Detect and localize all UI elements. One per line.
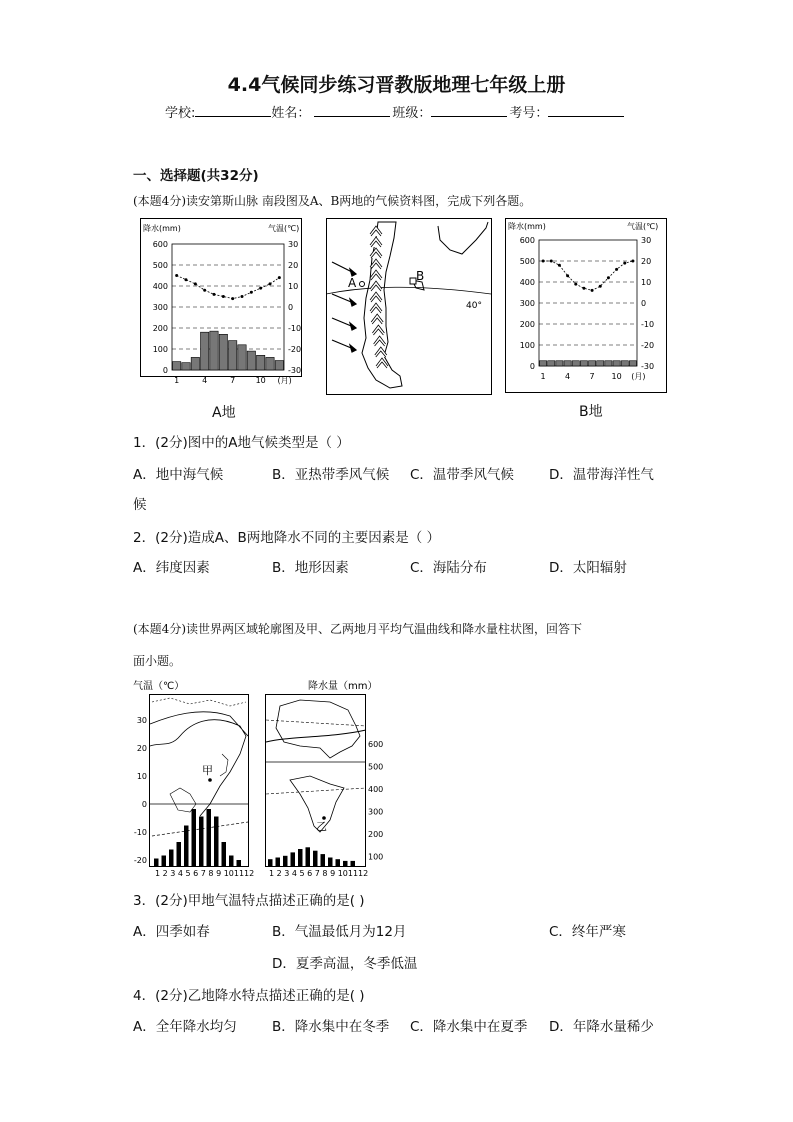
temp-point — [607, 276, 610, 279]
chart-a-ylabel-left: 降水(mm) — [143, 224, 181, 233]
question-3: 3．(2分)甲地气温特点描述正确的是( ) — [133, 893, 365, 909]
section-heading: 一、选择题(共32分) — [133, 168, 259, 184]
climate-chart-a — [140, 218, 302, 396]
regional-climate-figure — [130, 676, 392, 878]
temp-point — [278, 276, 281, 279]
right-tick: -10 — [288, 324, 302, 333]
precip-bar-jia — [229, 856, 234, 867]
temp-tick: 10 — [136, 772, 147, 781]
precip-bar — [173, 362, 181, 370]
temp-point — [203, 289, 206, 292]
precip-tick: 600 — [368, 740, 384, 749]
x-tick: 4 — [202, 376, 208, 385]
temp-point — [615, 268, 618, 271]
temp-point — [591, 289, 594, 292]
temp-point — [566, 274, 569, 277]
temp-point — [542, 260, 545, 263]
chart-b-ylabel-right: 气温(℃) — [627, 222, 659, 231]
left-tick: 100 — [152, 345, 168, 354]
right-tick: -20 — [641, 341, 655, 350]
precip-bar — [564, 361, 571, 366]
precip-bar — [219, 334, 227, 370]
q4-option-b[interactable]: B．降水集中在冬季 — [272, 1019, 390, 1035]
right-tick: -30 — [641, 362, 655, 371]
left-tick: 400 — [152, 282, 168, 291]
precip-bar-jia — [192, 809, 197, 866]
right-tick: 0 — [288, 303, 294, 312]
q3-option-b[interactable]: B．气温最低月为12月 — [272, 924, 407, 940]
page-title: 4.4气候同步练习晋教版地理七年级上册 — [227, 74, 566, 96]
q3-option-d[interactable]: D．夏季高温，冬季低温 — [272, 956, 418, 972]
class-field[interactable] — [431, 102, 507, 117]
precip-bar — [580, 361, 587, 366]
precip-bar — [597, 361, 604, 366]
precip-tick: 300 — [368, 807, 384, 817]
precip-bar-jia — [237, 860, 242, 866]
left-tick: 300 — [152, 303, 168, 312]
q1-option-b[interactable]: B．亚热带季风气候 — [272, 467, 390, 483]
right-tick: 20 — [641, 257, 652, 266]
chart-b-ylabel-left: 降水(mm) — [508, 222, 546, 231]
q2-option-a[interactable]: A．纬度因素 — [133, 560, 210, 576]
precip-bar — [275, 361, 283, 370]
months-right: 1 2 3 4 5 6 7 8 9 101112 — [269, 869, 369, 878]
precip-bar-yi — [328, 858, 333, 867]
temp-point — [558, 264, 561, 267]
precip-bar — [266, 357, 274, 370]
chart-a-caption: A地 — [212, 405, 236, 421]
q4-option-c[interactable]: C．降水集中在夏季 — [410, 1019, 528, 1035]
right-tick: 0 — [641, 299, 647, 308]
x-tick: 10 — [255, 376, 266, 385]
precip-bar-jia — [169, 850, 174, 867]
precip-bar — [613, 361, 620, 366]
precip-bar-jia — [207, 809, 212, 866]
precip-bar-yi — [343, 861, 348, 866]
left-tick: 500 — [519, 257, 535, 266]
exam-no-label: 考号： — [509, 106, 549, 121]
precip-bar-yi — [268, 859, 273, 866]
temp-tick: 0 — [141, 800, 147, 809]
temp-point — [631, 260, 634, 263]
precip-bar-jia — [222, 842, 227, 866]
label-jia: 甲 — [202, 764, 213, 777]
right-tick: -20 — [288, 345, 302, 354]
chart-a-ylabel-right: 气温(℃) — [268, 224, 300, 233]
q2-option-d[interactable]: D．太阳辐射 — [549, 560, 627, 576]
temp-point — [574, 283, 577, 286]
student-info-line — [165, 102, 624, 121]
x-tick: 1 — [540, 372, 546, 381]
exam-no-field[interactable] — [548, 102, 624, 117]
group2-intro-line1: (本题4分)读世界两区域轮廓图及甲、乙两地月平均气温曲线和降水量柱状图，回答下 — [133, 622, 583, 636]
months-left: 1 2 3 4 5 6 7 8 9 101112 — [155, 869, 255, 878]
precip-bar — [201, 332, 209, 370]
temp-tick: 30 — [136, 716, 147, 725]
precip-axis-label: 降水量（mm） — [308, 681, 378, 692]
precip-bar — [548, 361, 555, 366]
andes-map — [326, 218, 492, 396]
group1-intro: (本题4分)读安第斯山脉 南段图及A、B两地的气候资料图，完成下列各题。 — [133, 194, 532, 208]
question-4: 4．(2分)乙地降水特点描述正确的是( ) — [133, 988, 365, 1004]
right-tick: 20 — [288, 261, 299, 270]
left-tick: 600 — [152, 240, 168, 249]
q1-option-d-wrap: 候 — [133, 497, 147, 513]
temp-point — [175, 274, 178, 277]
q2-option-b[interactable]: B．地形因素 — [272, 560, 349, 576]
precip-bar — [629, 361, 636, 366]
precip-tick: 200 — [368, 830, 384, 839]
temp-point — [185, 278, 188, 281]
temp-point — [550, 260, 553, 263]
temp-point — [582, 287, 585, 290]
precip-bar — [238, 345, 246, 370]
precip-tick: 400 — [368, 785, 384, 794]
question-2: 2．(2分)造成A、B两地降水不同的主要因素是（ ） — [133, 530, 440, 546]
precip-bar — [229, 341, 237, 370]
precip-bar-yi — [283, 856, 288, 866]
precip-bar — [556, 361, 563, 366]
right-tick: 10 — [641, 278, 652, 287]
right-tick: -10 — [641, 320, 655, 329]
temp-point — [259, 287, 262, 290]
temp-curve — [543, 261, 633, 290]
x-tick: 10 — [611, 372, 622, 381]
temp-point — [241, 295, 244, 298]
precip-bar-jia — [154, 859, 159, 867]
q1-option-a[interactable]: A．地中海气候 — [133, 467, 224, 483]
precip-bar-yi — [321, 854, 326, 866]
temp-point — [269, 282, 272, 285]
precip-bar-yi — [276, 858, 281, 867]
precip-bar — [182, 363, 190, 370]
precip-bar — [572, 361, 579, 366]
class-label: 班级： — [392, 106, 432, 121]
name-label: 姓名： — [271, 106, 311, 121]
temp-point — [623, 262, 626, 265]
precip-bar-yi — [298, 849, 303, 866]
temp-tick: 20 — [136, 744, 147, 753]
q3-option-a[interactable]: A．四季如春 — [133, 924, 210, 940]
precip-bar — [210, 331, 218, 370]
q4-option-d[interactable]: D．年降水量稀少 — [549, 1019, 654, 1035]
temp-curve — [177, 276, 280, 299]
precip-bar — [191, 357, 199, 370]
right-tick: 30 — [288, 240, 299, 249]
x-tick: 4 — [565, 372, 571, 381]
x-tick: 7 — [230, 376, 236, 385]
temp-tick: -20 — [133, 856, 147, 865]
question-1: 1．(2分)图中的A地气候类型是（ ） — [133, 435, 350, 451]
precip-bar-yi — [336, 859, 341, 866]
q1-option-c[interactable]: C．温带季风气候 — [410, 467, 514, 483]
temp-point — [250, 291, 253, 294]
q2-option-c[interactable]: C．海陆分布 — [410, 560, 487, 576]
precip-bar — [589, 361, 596, 366]
left-tick: 500 — [152, 261, 168, 270]
name-field[interactable] — [314, 102, 390, 117]
precip-bar — [621, 361, 628, 366]
x-tick: 1 — [174, 376, 180, 385]
x-tick: 7 — [589, 372, 595, 381]
precip-bar — [247, 351, 255, 370]
left-tick: 400 — [519, 278, 535, 287]
precip-tick: 500 — [368, 762, 384, 772]
left-tick: 100 — [519, 341, 535, 350]
temp-point — [213, 293, 216, 296]
right-tick: 30 — [641, 236, 652, 245]
left-tick: 200 — [519, 320, 535, 329]
map-label-b: B — [416, 269, 425, 283]
precip-bar-yi — [351, 861, 356, 866]
precip-bar-jia — [199, 817, 204, 867]
latitude-label: 40° — [466, 301, 482, 311]
precip-bar — [540, 361, 547, 366]
precip-bar-yi — [306, 847, 311, 866]
climate-chart-b — [505, 218, 667, 396]
q3-option-c[interactable]: C．终年严寒 — [549, 924, 626, 940]
right-tick: -30 — [288, 366, 302, 375]
temp-point — [599, 285, 602, 288]
left-tick: 200 — [152, 324, 168, 333]
precip-tick: 100 — [368, 852, 384, 862]
precip-bar-jia — [214, 817, 219, 867]
x-unit: (月) — [277, 376, 292, 385]
left-tick: 300 — [519, 299, 535, 308]
temp-axis-label: 气温（℃） — [133, 681, 185, 692]
left-tick: 0 — [162, 366, 168, 375]
left-tick: 600 — [519, 236, 535, 245]
temp-point — [222, 295, 225, 298]
temp-tick: -10 — [133, 828, 147, 837]
precip-bar — [605, 361, 612, 366]
right-tick: 10 — [288, 282, 299, 291]
q1-option-d[interactable]: D．温带海洋性气 — [549, 467, 654, 483]
precip-bar — [257, 355, 265, 370]
left-tick: 0 — [529, 362, 535, 371]
school-label: 学校: — [165, 106, 196, 121]
group2-intro-line2: 面小题。 — [133, 654, 182, 668]
school-field[interactable] — [195, 102, 271, 117]
chart-b-caption: B地 — [579, 404, 603, 420]
precip-bar-yi — [313, 851, 318, 866]
q4-option-a[interactable]: A．全年降水均匀 — [133, 1019, 237, 1035]
temp-point — [194, 282, 197, 285]
precip-bar-jia — [177, 842, 182, 866]
x-unit: (月) — [631, 372, 646, 381]
precip-bar-yi — [291, 852, 296, 866]
precip-bar-jia — [162, 856, 167, 867]
map-label-a: A — [348, 276, 357, 290]
label-yi: 乙 — [316, 820, 327, 833]
temp-point — [231, 297, 234, 300]
